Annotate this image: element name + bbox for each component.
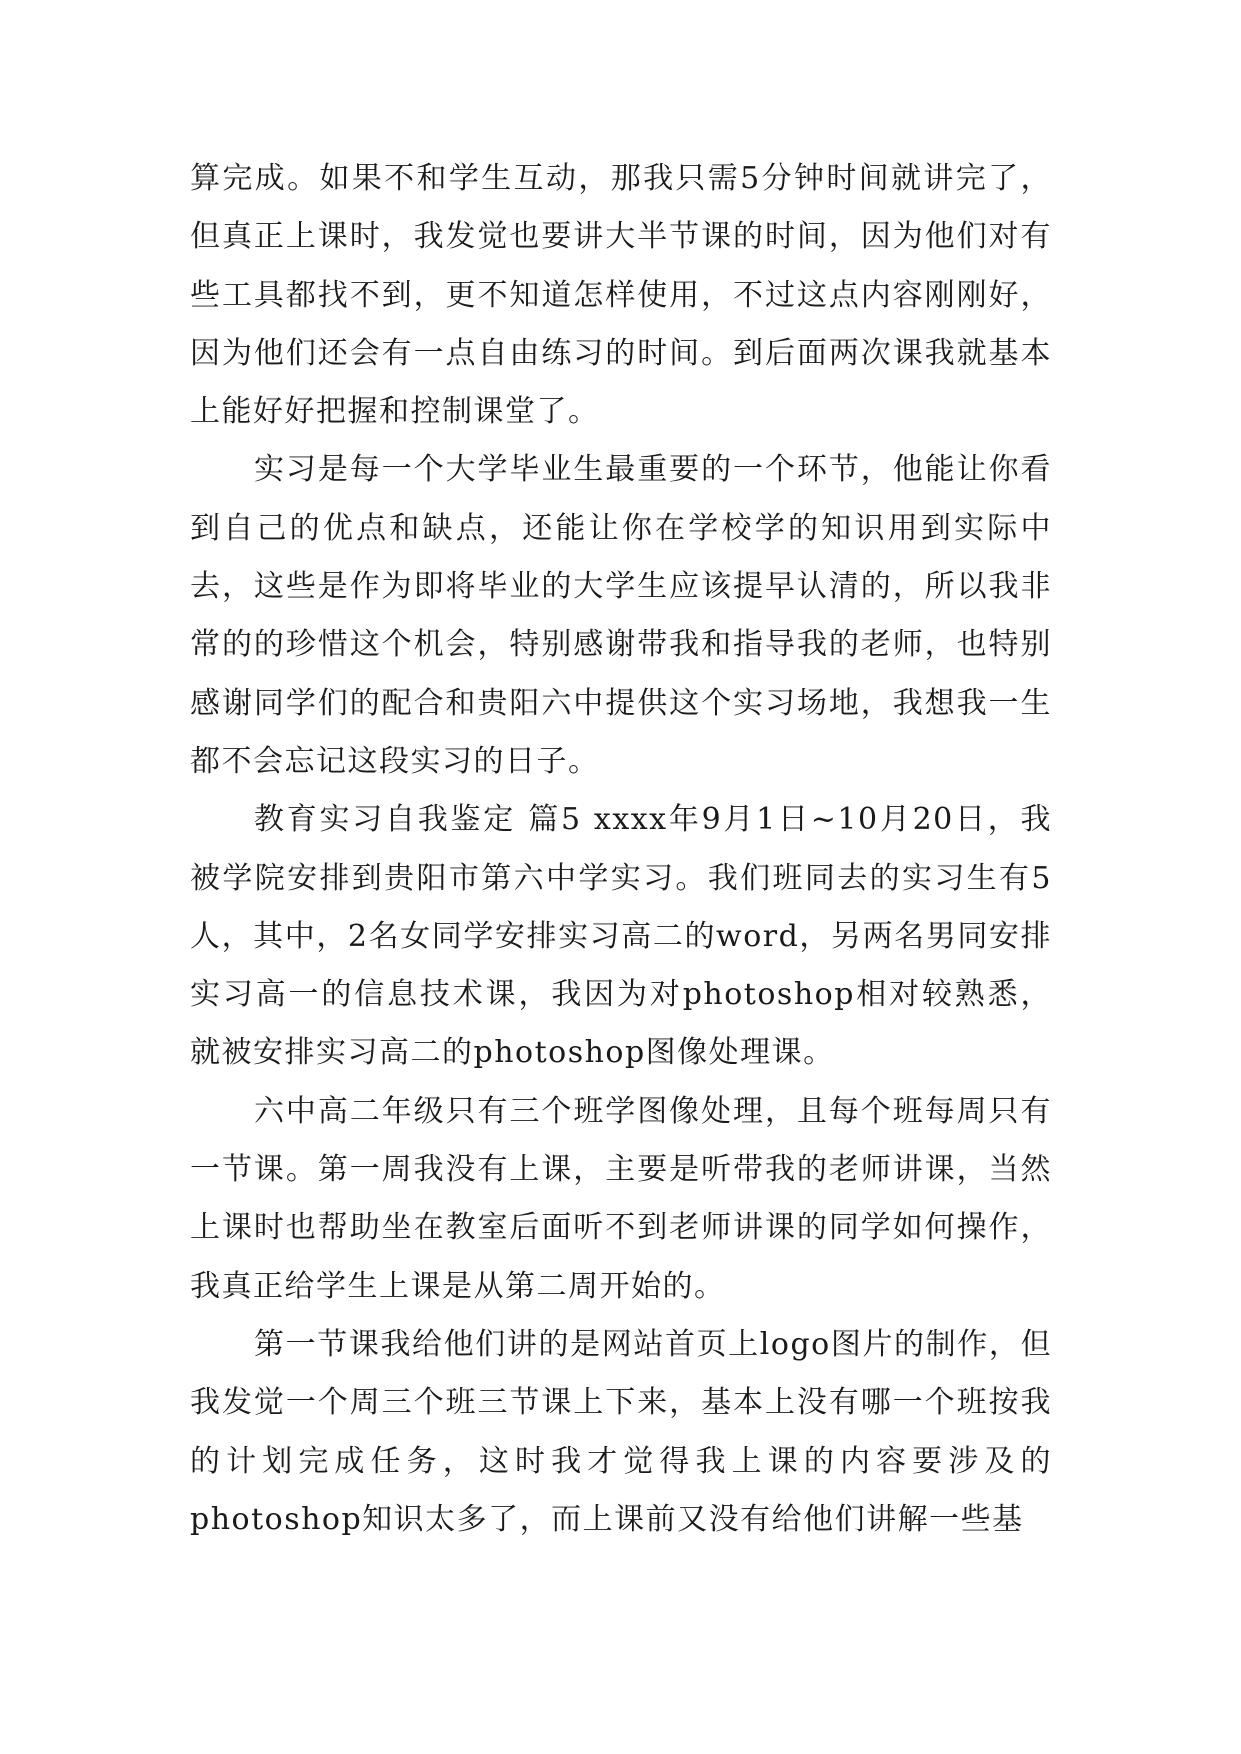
paragraph: 算完成。如果不和学生互动，那我只需5分钟时间就讲完了，但真正上课时，我发觉也要讲大半节课的时间，因为他们对有些工具都找不到，更不知道怎样使用，不过这点内容刚刚好，因为他们还会有一点自由练习的时间。到后面两次课我就基本上能好好把握和控制课堂了。	[190, 161, 1052, 430]
document-body	[190, 150, 1052, 1549]
paragraph: 实习是每一个大学毕业生最重要的一个环节，他能让你看到自己的优点和缺点，还能让你在学校学的知识用到实际中去，这些是作为即将毕业的大学生应该提早认清的，所以我非常的的珍惜这个机会，特别感谢带我和指导我的老师，也特别感谢同学们的配合和贵阳六中提供这个实习场地，我想我一生都不会忘记这段实习的日子。	[190, 452, 1052, 779]
paragraph: 六中高二年级只有三个班学图像处理，且每个班每周只有一节课。第一周我没有上课，主要是听带我的老师讲课，当然上课时也帮助坐在教室后面听不到老师讲课的同学如何操作，我真正给学生上课是从第二周开始的。	[190, 1093, 1052, 1304]
paragraph: 教育实习自我鉴定 篇5 xxxx年9月1日~10月20日，我被学院安排到贵阳市第六中学实习。我们班同去的实习生有5人，其中，2名女同学安排实习高二的word，另两名男同安排实习高一的信息技术课，我因为对photoshop相对较熟悉，就被安排实习高二的photoshop图像处理课。	[190, 802, 1052, 1071]
paragraph: 第一节课我给他们讲的是网站首页上logo图片的制作，但我发觉一个周三个班三节课上下来，基本上没有哪一个班按我的计划完成任务，这时我才觉得我上课的内容要涉及的photoshop知识太多了，而上课前又没有给他们讲解一些基	[190, 1326, 1052, 1537]
